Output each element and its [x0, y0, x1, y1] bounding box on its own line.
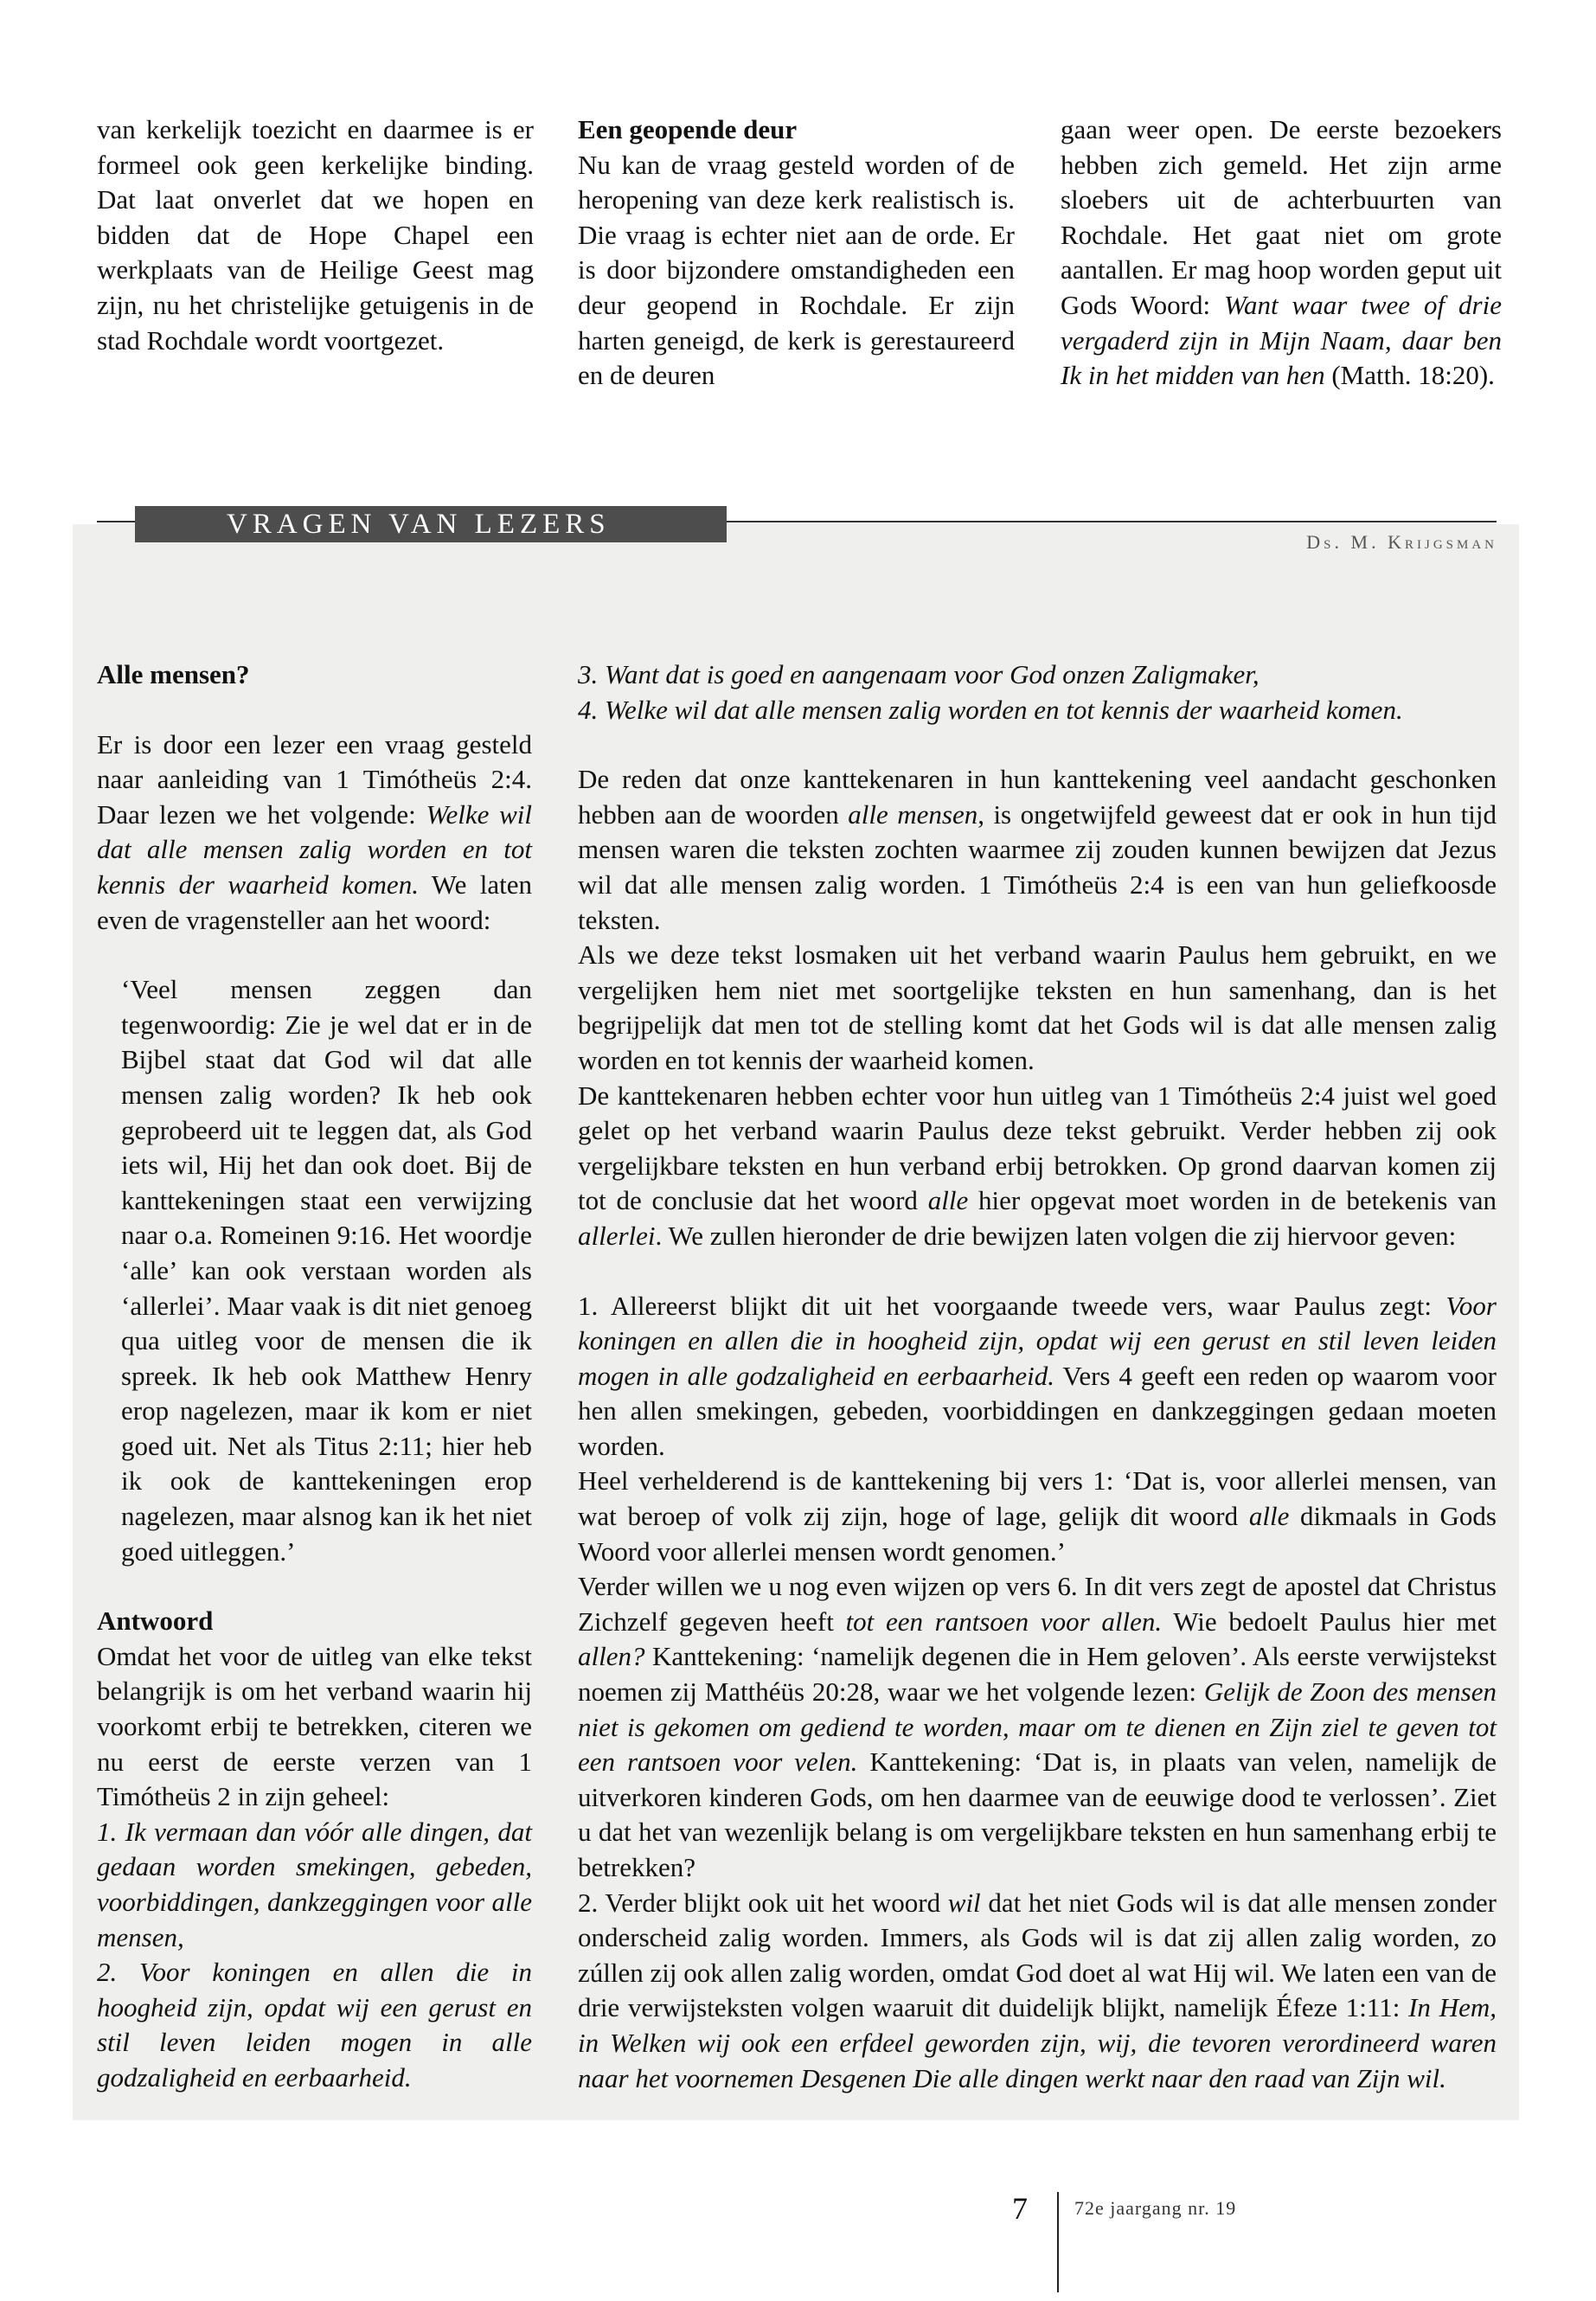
emphasis: allerlei — [578, 1220, 656, 1251]
bible-quote: Welke wil dat alle mensen zalig worden en tot kennis der waarheid komen. — [97, 798, 532, 900]
emphasis: alle — [1248, 1501, 1290, 1532]
paragraph — [578, 1079, 1497, 1254]
emphasis: alle mensen — [848, 798, 978, 830]
emphasis: tot een rantsoen voor allen. — [845, 1606, 1163, 1637]
header-rule-left — [97, 521, 138, 522]
paragraph — [1061, 112, 1502, 394]
bible-quote: In Hem, in Welken wij ook een erfdeel geworden zijn, wij, die tevoren verordineerd waren naar het voornemen Desgenen Die alle dingen werkt naar den raad van Zijn wil. — [578, 1992, 1497, 2093]
text: dat het niet Gods wil is dat alle mensen zonder onderscheid zalig worden. Immers, als Gods wil is dat zij allen zalig worden, zo zúllen zij ook allen zalig worden, omdat God doet al wat Hij wil. We laten een van de drie verwijsteksten volgen waaruit dit duidelijk blijkt, namelijk Éfeze 1:11: — [578, 1887, 1497, 2023]
top-column-2 — [578, 112, 1015, 394]
paragraph — [578, 1289, 1497, 1465]
text: De kanttekenaren hebben echter voor hun uitleg van 1 Timótheüs 2:4 juist wel goed gelet op het verband waarin Paulus deze tekst gebruikt. Verder hebben zij ook vergelijkbare teksten en hun verband erbij betrokken. Op grond daarvan komen zij tot de conclusie dat het woord — [578, 1080, 1497, 1216]
verse-4: 4. Welke wil dat alle mensen zalig worden en tot kennis der waarheid komen. — [578, 694, 1403, 725]
paragraph: Als we deze tekst losmaken uit het verband waarin Paulus hem gebruikt, en we vergelijken hem niet met soortgelijke teksten en hun samenhang, dan is het begrijpelijk dat men tot de stelling komt dat het Gods wil is dat alle mensen zalig worden en tot kennis der waarheid komen. — [578, 939, 1497, 1075]
article-heading: Alle mensen? — [97, 659, 250, 689]
text: We laten even de vragensteller aan het woord: — [97, 868, 532, 935]
paragraph: van kerkelijk toezicht en daarmee is er formeel ook geen kerkelijke binding. Dat laat onverlet dat we hopen en bidden dat de Hope Chapel een werkplaats van de Heilige Geest mag zijn, nu het christelijke getuigenis in de stad Rochdale wordt voortgezet. — [97, 114, 534, 356]
text: De reden dat onze kanttekenaren in hun kanttekening veel aandacht geschonken hebben aan de woorden — [578, 764, 1497, 830]
paragraph — [578, 1886, 1497, 2097]
text: Vers 4 geeft een reden op waarom voor hen allen smekingen, gebeden, voorbiddingen en dankzeggingen gedaan moeten worden. — [578, 1360, 1497, 1461]
answer-heading: Antwoord — [97, 1606, 214, 1637]
page-number: 7 — [1012, 2191, 1028, 2226]
issue-info: 72e jaargang nr. 19 — [1074, 2197, 1237, 2219]
bible-reference: (Matth. 18:20). — [1324, 360, 1495, 391]
paragraph — [578, 1464, 1497, 1569]
text: Kanttekening: ‘Dat is, in plaats van velen, namelijk de uitverkoren kinderen Gods, om hen daarmee van de eeuwige dood te verlossen’. Ziet u dat het van wezenlijk belang is om vergelijkbare teksten en hun samenhang erbij te betrekken? — [578, 1747, 1497, 1882]
footer-divider — [1057, 2192, 1059, 2292]
bible-quote: Want waar twee of drie vergaderd zijn in Mijn Naam, daar ben Ik in het midden van hen — [1061, 289, 1502, 391]
verse-2: 2. Voor koningen en allen die in hoogheid zijn, opdat wij een gerust en stil leven leiden mogen in alle godzaligheid en eerbaarheid. — [97, 1957, 532, 2093]
text: Er is door een lezer een vraag gesteld naar aanleiding van 1 Timótheüs 2:4. Daar lezen we het volgende: — [97, 728, 532, 830]
main-column-left — [97, 657, 532, 2096]
paragraph: Nu kan de vraag gesteld worden of de heropening van deze kerk realistisch is. Die vraag is echter niet aan de orde. Er is door bijzondere omstandigheden een deur geopend in Rochdale. Er zijn harten geneigd, de kerk is gerestaureerd en de deuren — [578, 149, 1015, 391]
text: gaan weer open. De eerste bezoekers hebben zich gemeld. Het zijn arme sloebers uit de achterbuurten van Rochdale. Het gaat niet om grote aantallen. Er mag hoop worden geput uit Gods Woord: — [1061, 114, 1502, 320]
header-rule-right — [723, 521, 1497, 522]
text: , is ongetwijfeld geweest dat er ook in hun tijd mensen waren die teksten zochten waarmee zij zouden kunnen bewijzen dat Jezus wil dat alle mensen zalig worden. 1 Timótheüs 2:4 is een van hun geliefkoosde teksten. — [578, 798, 1497, 935]
verse-3: 3. Want dat is goed en aangenaam voor God onzen Zaligmaker, — [578, 659, 1259, 689]
emphasis: allen? — [578, 1641, 645, 1672]
paragraph — [97, 727, 532, 939]
text: 2. Verder blijkt ook uit het woord — [578, 1887, 948, 1918]
top-column-3 — [1061, 112, 1502, 394]
bible-quote: Gelijk de Zoon des mensen niet is gekomen om gediend te worden, maar om te dienen en Zijn ziel te geven tot een rantsoen voor velen. — [578, 1676, 1497, 1778]
section-heading: Een geopende deur — [578, 114, 798, 144]
author-name: Ds. M. Krijgsman — [1306, 531, 1497, 553]
text: dikmaals in Gods Woord voor allerlei mensen wordt genomen.’ — [578, 1501, 1497, 1567]
paragraph — [578, 762, 1497, 938]
text: Wie bedoelt Paulus hier met — [1162, 1606, 1497, 1637]
text: 1. Allereerst blijkt dit uit het voorgaande tweede vers, waar Paulus zegt: — [578, 1290, 1446, 1321]
verse-1: 1. Ik vermaan dan vóór alle dingen, dat gedaan worden smekingen, gebeden, voorbiddingen, dankzeggingen voor alle mensen, — [97, 1816, 532, 1952]
paragraph: Omdat het voor de uitleg van elke tekst belangrijk is om het verband waarin hij voorkomt erbij te betrekken, citeren we nu eerst de eerste verzen van 1 Timótheüs 2 in zijn geheel: — [97, 1640, 532, 1812]
text: hier opgevat moet worden in de betekenis van — [968, 1185, 1497, 1216]
text: Heel verhelderend is de kanttekening bij vers 1: ‘Dat is, voor allerlei mensen, van wat beroep of volk zij zijn, hoge of lage, gelijk dit woord — [578, 1465, 1497, 1532]
text: Kanttekening: ‘namelijk degenen die in Hem geloven’. Als eerste verwijstekst noemen zij Matthéüs 20:28, waar we het volgende lezen: — [578, 1641, 1497, 1708]
reader-letter: ‘Veel mensen zeggen dan tegenwoordig: Zie je wel dat er in de Bijbel staat dat God wil dat alle mensen zalig worden? Ik heb ook geprobeerd uit te leggen dat, als God iets wil, Hij het dan ook doet. Bij de kanttekeningen staat een verwijzing naar o.a. Romeinen 9:16. Het woordje ‘alle’ kan ook verstaan worden als ‘allerlei’. Maar vaak is dit niet genoeg qua uitleg voor de mensen die ik spreek. Ik heb ook Matthew Henry erop nagelezen, maar ik kom er niet goed uit. Net als Titus 2:11; hier heb ik ook de kanttekeningen erop nagelezen, maar alsnog kan ik het niet goed uitleggen.’ — [121, 974, 532, 1567]
text: . We zullen hieronder de drie bewijzen laten volgen die zij hiervoor geven: — [655, 1220, 1457, 1251]
section-banner: VRAGEN VAN LEZERS — [135, 506, 727, 542]
bible-quote: Voor koningen en allen die in hoogheid zijn, opdat wij een gerust en stil leven leiden mogen in alle godzaligheid en eerbaarheid. — [578, 1290, 1497, 1391]
main-column-right — [578, 657, 1497, 2096]
text: Verder willen we u nog even wijzen op vers 6. In dit vers zegt de apostel dat Christus Zichzelf gegeven heeft — [578, 1571, 1497, 1637]
paragraph — [578, 1569, 1497, 1885]
emphasis: alle — [927, 1185, 969, 1216]
emphasis: wil — [947, 1887, 981, 1918]
top-column-1 — [97, 112, 534, 358]
